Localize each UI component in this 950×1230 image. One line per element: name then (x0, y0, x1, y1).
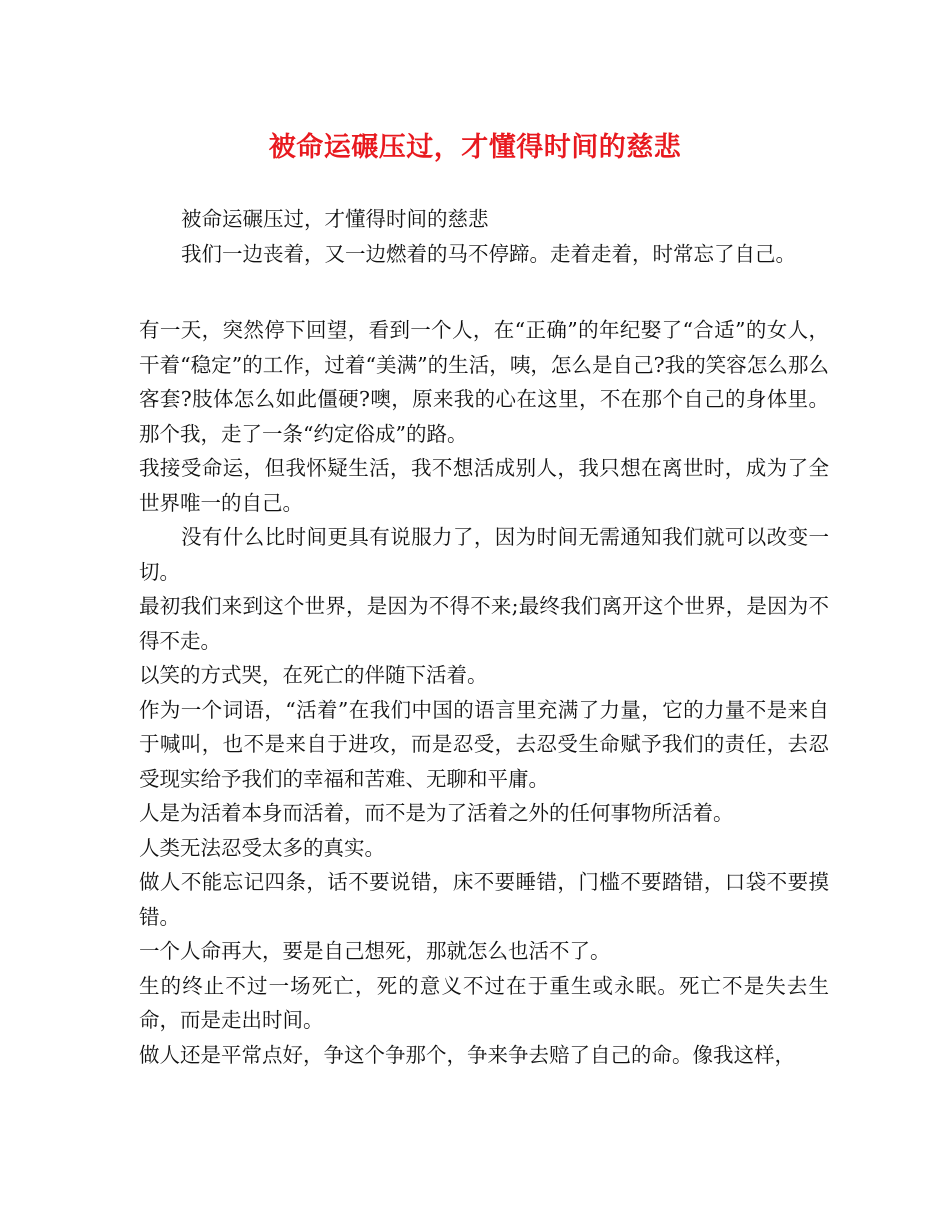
paragraph: 我们一边丧着，又一边燃着的马不停蹄。走着走着，时常忘了自己。 (181, 241, 796, 266)
document-body (139, 202, 829, 1072)
paragraph: 最初我们来到这个世界，是因为不得不来;最终我们离开这个世界，是因为不得不走。 (139, 594, 829, 653)
paragraph: 有一天，突然停下回望，看到一个人，在“正确”的年纪娶了“合适”的女人，干着“稳定”的工作，过着“美满”的生活，咦，怎么是自己?我的笑容怎么那么客套?肢体怎么如此僵硬?噢，原来我的心在这里，不在那个自己的身体里。那个我，走了一条“约定俗成”的路。 (139, 318, 829, 446)
paragraph: 做人不能忘记四条，话不要说错，床不要睡错，门槛不要踏错，口袋不要摸错。 (139, 870, 829, 929)
paragraph: 生的终止不过一场死亡，死的意义不过在于重生或永眠。死亡不是失去生命，而是走出时间。 (139, 973, 829, 1032)
paragraph: 以笑的方式哭，在死亡的伴随下活着。 (139, 663, 488, 687)
paragraph: 人类无法忍受太多的真实。 (139, 835, 385, 860)
paragraph: 我接受命运，但我怀疑生活，我不想活成别人，我只想在离世时，成为了全世界唯一的自己。 (139, 456, 829, 515)
paragraph: 做人还是平常点好，争这个争那个，争来争去赔了自己的命。像我这样， (139, 1042, 795, 1067)
paragraph: 人是为活着本身而活着，而不是为了活着之外的任何事物所活着。 (139, 801, 734, 825)
document-title: 被命运碾压过，才懂得时间的慈悲 (268, 132, 682, 163)
paragraph-gap (139, 271, 829, 313)
paragraph-subtitle: 被命运碾压过，才懂得时间的慈悲 (181, 207, 489, 231)
paragraph: 没有什么比时间更具有说服力了，因为时间无需通知我们就可以改变一切。 (139, 525, 829, 584)
paragraph: 作为一个词语，“活着”在我们中国的语言里充满了力量，它的力量不是来自于喊叫，也不是来自于进攻，而是忍受，去忍受生命赋予我们的责任，去忍受现实给予我们的幸福和苦难、无聊和平庸。 (139, 697, 829, 791)
paragraph: 一个人命再大，要是自己想死，那就怎么也活不了。 (139, 939, 611, 963)
